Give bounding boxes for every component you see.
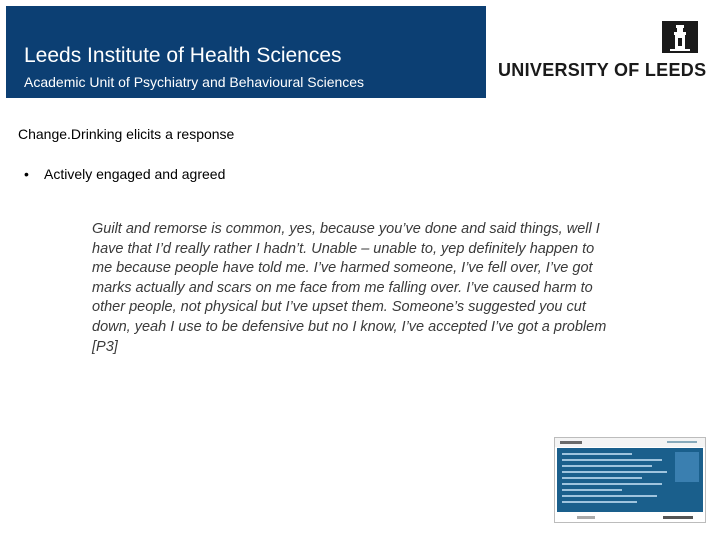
participant-quote: Guilt and remorse is common, yes, because you’ve done and said things, well I have that I’d really rather I hadn’t. Unable – unable to, yep definitely happen to me because people have told me. I’ve harmed someone, I’ve fell over, I’ve got marks actually and scars on me face from me falling over. I’ve caused harm to other people, not physical but I’ve upset them. Someone’s suggested you cut down, yeah I use to be defensive but no I know, I’ve accepted I’ve got a problem [P3] [92, 221, 607, 355]
bullet-item [24, 166, 225, 182]
thumbnail-content [557, 448, 703, 512]
bullet-text: Actively engaged and agreed [44, 166, 226, 182]
slide-heading: Change.Drinking elicits a response [18, 126, 235, 142]
unit-subtitle: Academic Unit of Psychiatry and Behavioural Sciences [24, 74, 365, 90]
bullet-marker: • [24, 166, 29, 182]
tower-crest-icon [662, 21, 698, 58]
university-logo-text: UNIVERSITY OF LEEDS [498, 60, 707, 80]
website-screenshot-thumbnail [554, 437, 706, 523]
institute-title: Leeds Institute of Health Sciences [24, 44, 342, 67]
